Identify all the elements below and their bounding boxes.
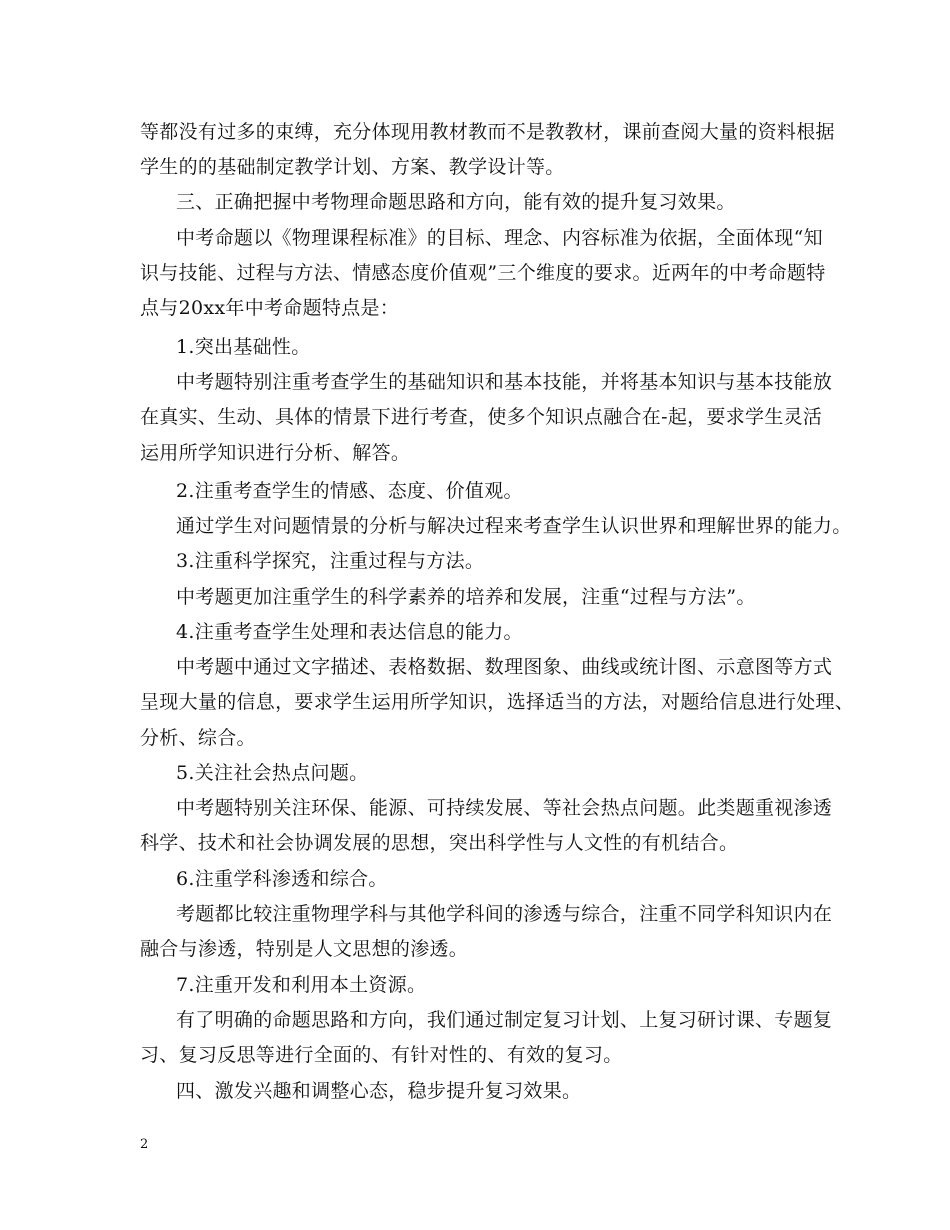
text-line: 科学、技术和社会协调发展的思想，突出科学性与人文性的有机结合。 (140, 832, 739, 854)
text-line: 呈现大量的信息，要求学生运用所学知识，选择适当的方法，对题给信息进行处理、 (140, 691, 855, 713)
list-heading: 3.注重科学探究，注重过程与方法。 (176, 550, 485, 572)
text-line: 等都没有过多的束缚，充分体现用教材教而不是教教材，课前查阅大量的资料根据 (140, 121, 835, 143)
list-heading: 2.注重考查学生的情感、态度、价值观。 (176, 480, 523, 502)
text-line: 运用所学知识进行分析、解答。 (140, 442, 411, 464)
list-heading: 6.注重学科渗透和综合。 (176, 868, 388, 890)
text-line: 中考命题以《物理课程标准》的目标、理念、内容标准为依据，全面体现“知 (176, 227, 823, 249)
page-number: 2 (140, 1137, 149, 1152)
list-heading: 1.突出基础性。 (176, 336, 311, 358)
text-line: 考题都比较注重物理学科与其他学科间的渗透与综合，注重不同学科知识内在 (176, 903, 833, 925)
section-heading: 三、正确把握中考物理命题思路和方向，能有效的提升复习效果。 (176, 191, 736, 213)
text-line: 点与20xx年中考命题特点是： (140, 297, 400, 319)
list-heading: 4.注重考查学生处理和表达信息的能力。 (176, 621, 523, 643)
text-line: 有了明确的命题思路和方向，我们通过制定复习计划、上复习研讨课、专题复 (176, 1009, 833, 1031)
text-line: 识与技能、过程与方法、情感态度价值观”三个维度的要求。近两年的中考命题特 (140, 262, 826, 284)
text-line: 在真实、生动、具体的情景下进行考查，使多个知识点融合在-起，要求学生灵活 (140, 406, 823, 428)
text-line: 中考题特别注重考查学生的基础知识和基本技能，并将基本知识与基本技能放 (176, 371, 833, 393)
list-heading: 7.注重开发和利用本土资源。 (176, 974, 427, 996)
text-line: 中考题特别关注环保、能源、可持续发展、等社会热点问题。此类题重视渗透 (176, 797, 833, 819)
text-line: 习、复习反思等进行全面的、有针对性的、有效的复习。 (140, 1044, 623, 1066)
text-line: 融合与渗透，特别是人文思想的渗透。 (140, 938, 469, 960)
text-line: 中考题更加注重学生的科学素养的培养和发展，注重“过程与方法”。 (176, 586, 756, 608)
section-heading: 四、激发兴趣和调整心态，稳步提升复习效果。 (176, 1080, 582, 1102)
text-line: 分析、综合。 (140, 727, 256, 749)
list-heading: 5.关注社会热点问题。 (176, 762, 369, 784)
text-line: 通过学生对问题情景的分析与解决过程来考查学生认识世界和理解世界的能力。 (176, 515, 852, 537)
text-line: 中考题中通过文字描述、表格数据、数理图象、曲线或统计图、示意图等方式 (176, 656, 833, 678)
text-line: 学生的的基础制定教学计划、方案、教学设计等。 (140, 156, 565, 178)
